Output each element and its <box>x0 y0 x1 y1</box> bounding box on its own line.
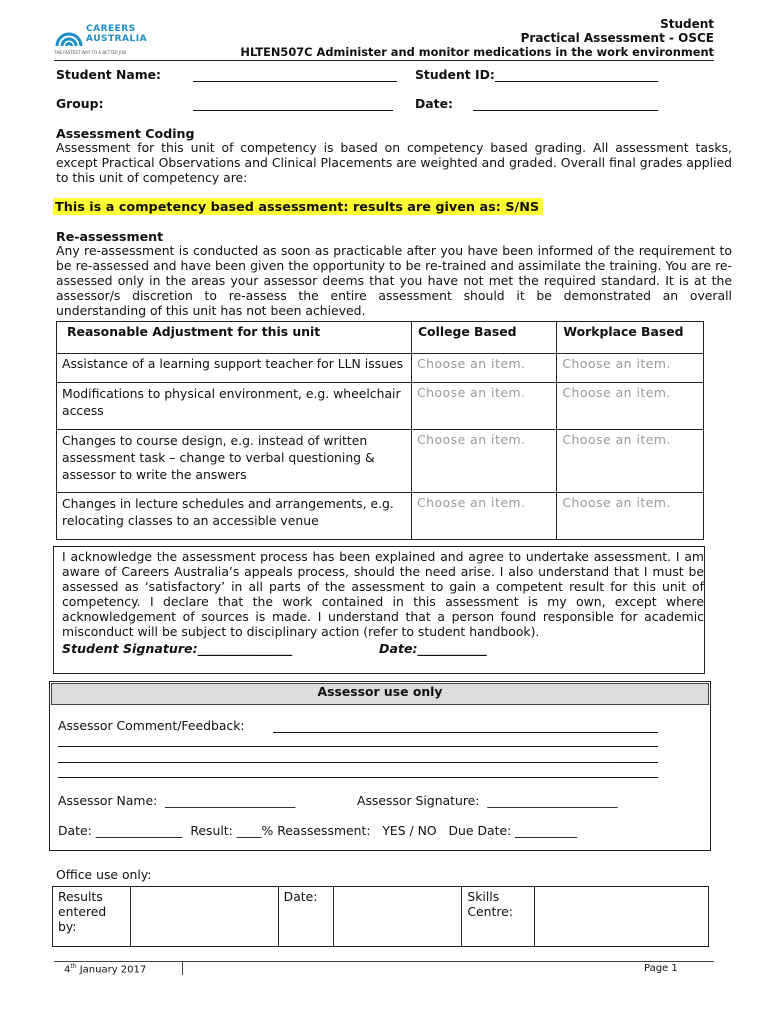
adjustment-table <box>56 321 704 540</box>
table-row <box>57 430 704 493</box>
footer-date <box>64 963 146 975</box>
table-row <box>57 493 704 540</box>
adjustment-label: Modifications to physical environment, e.g. wheelchair access <box>57 383 412 430</box>
date-label: Date: <box>415 96 453 111</box>
student-id-label: Student ID: <box>415 67 495 82</box>
student-date-field[interactable] <box>379 641 487 656</box>
assessor-comment-label: Assessor Comment/Feedback: <box>58 718 245 733</box>
workplace-based-select[interactable]: Choose an item. <box>557 493 704 540</box>
logo-line1: CAREERS <box>86 24 136 34</box>
header-rule <box>54 60 714 61</box>
date-field[interactable] <box>473 110 658 111</box>
adjustment-header-college: College Based <box>411 322 556 354</box>
reassessment-text: Any re-assessment is conducted as soon as practicable after you have been informed of the requirement to be re-assessed and have been given the opportunity to be re-trained and assimilate the training. You are re-assessed only in the areas your assessor deems that you have not met the required standard. It is at the assessor/s discretion to re-assess the entire assessment should it be demonstrated an overall understanding of this unit has not been achieved. <box>56 243 732 318</box>
adjustment-header-row <box>57 322 704 354</box>
acknowledgement-text: I acknowledge the assessment process has been explained and agree to undertake assessment. I am aware of Careers Australia’s appeals process, should the need arise. I also understand that I must be assessed as ‘satisfactory’ in all parts of the assessment to gain a competent result for this unit of competency. I declare that the work contained in this assessment is my own, except where acknowledgement of sources is made. I understand that a person found responsible for academic misconduct will be subject to disciplinary action (refer to student handbook). <box>62 549 704 639</box>
group-field[interactable] <box>193 110 393 111</box>
college-based-select[interactable]: Choose an item. <box>411 383 556 430</box>
skills-centre-label: Skills Centre: <box>462 887 535 947</box>
college-based-select[interactable]: Choose an item. <box>411 493 556 540</box>
competency-highlight-text: This is a competency based assessment: results are given as: S/NS <box>55 200 540 215</box>
assessor-result-line[interactable]: Date: ______________ Result: ____% Reassessment: YES / NO Due Date: __________ <box>58 823 578 838</box>
assessor-comment-line4[interactable] <box>58 777 658 778</box>
results-entered-label: Results entered by: <box>53 887 131 947</box>
workplace-based-select[interactable]: Choose an item. <box>557 354 704 383</box>
logo-line2: AUSTRALIA <box>86 34 148 44</box>
student-name-label: Student Name: <box>56 67 161 82</box>
footer-date-rest: January 2017 <box>76 964 147 976</box>
results-entered-field[interactable] <box>130 887 278 947</box>
adjustment-header-workplace: Workplace Based <box>557 322 704 354</box>
table-row <box>53 887 709 947</box>
table-row <box>57 383 704 430</box>
student-id-field[interactable] <box>495 81 658 82</box>
reassessment-heading: Re-assessment <box>56 229 164 244</box>
footer-date-sup: th <box>70 963 77 970</box>
adjustment-label: Changes to course design, e.g. instead of written assessment task – change to verbal questioning & assessor to write the answers <box>57 430 412 493</box>
header-line1: Student <box>660 17 714 31</box>
footer-date-num: 4 <box>64 964 71 976</box>
assessor-signature-field[interactable]: Assessor Signature: _____________________ <box>357 793 618 808</box>
assessor-title: Assessor use only <box>51 683 709 705</box>
footer-divider <box>182 962 183 975</box>
workplace-based-select[interactable]: Choose an item. <box>557 430 704 493</box>
assessor-section <box>49 681 711 851</box>
student-signature-field[interactable]: Student Signature:_______________ <box>62 641 293 656</box>
footer-rule <box>54 961 714 962</box>
logo-tagline: THE FASTEST WAY TO A BETTER JOB <box>54 50 127 55</box>
college-based-select[interactable]: Choose an item. <box>411 430 556 493</box>
assessment-coding-text: Assessment for this unit of competency is based on competency based grading. All assessment tasks, except Practical Observations and Clinical Placements are weighted and graded. Overall final grades applied to this unit of competency are: <box>56 140 732 185</box>
adjustment-header-unit: Reasonable Adjustment for this unit <box>57 322 412 354</box>
table-row <box>57 354 704 383</box>
office-date-label: Date: <box>278 887 333 947</box>
student-name-field[interactable] <box>193 81 397 82</box>
assessor-comment-line3[interactable] <box>58 762 658 763</box>
group-label: Group: <box>56 96 104 111</box>
student-date-blank: _____ <box>455 641 487 656</box>
assessor-name-field[interactable]: Assessor Name: _____________________ <box>58 793 296 808</box>
footer-page: Page 1 <box>644 963 678 974</box>
acknowledgement-box <box>53 546 705 674</box>
office-date-field[interactable] <box>333 887 462 947</box>
logo <box>54 20 184 56</box>
header-line3: HLTEN507C Administer and monitor medications in the work environment <box>240 45 714 59</box>
office-use-table <box>52 886 709 947</box>
student-date-label: Date:______ <box>379 641 456 656</box>
adjustment-label: Assistance of a learning support teacher for LLN issues <box>57 354 412 383</box>
skills-centre-field[interactable] <box>535 887 709 947</box>
adjustment-label: Changes in lecture schedules and arrangements, e.g. relocating classes to an accessible venue <box>57 493 412 540</box>
assessor-comment-tail: ___________ <box>568 718 637 733</box>
assessor-comment-line2[interactable] <box>58 746 658 747</box>
workplace-based-select[interactable]: Choose an item. <box>557 383 704 430</box>
college-based-select[interactable]: Choose an item. <box>411 354 556 383</box>
assessor-line3-tail: ____ <box>616 748 641 763</box>
competency-highlight <box>53 198 543 215</box>
assessment-coding-heading: Assessment Coding <box>56 126 195 141</box>
office-use-label: Office use only: <box>56 867 152 882</box>
careers-australia-logo-icon <box>54 22 84 52</box>
header-line2: Practical Assessment - OSCE <box>520 31 714 45</box>
